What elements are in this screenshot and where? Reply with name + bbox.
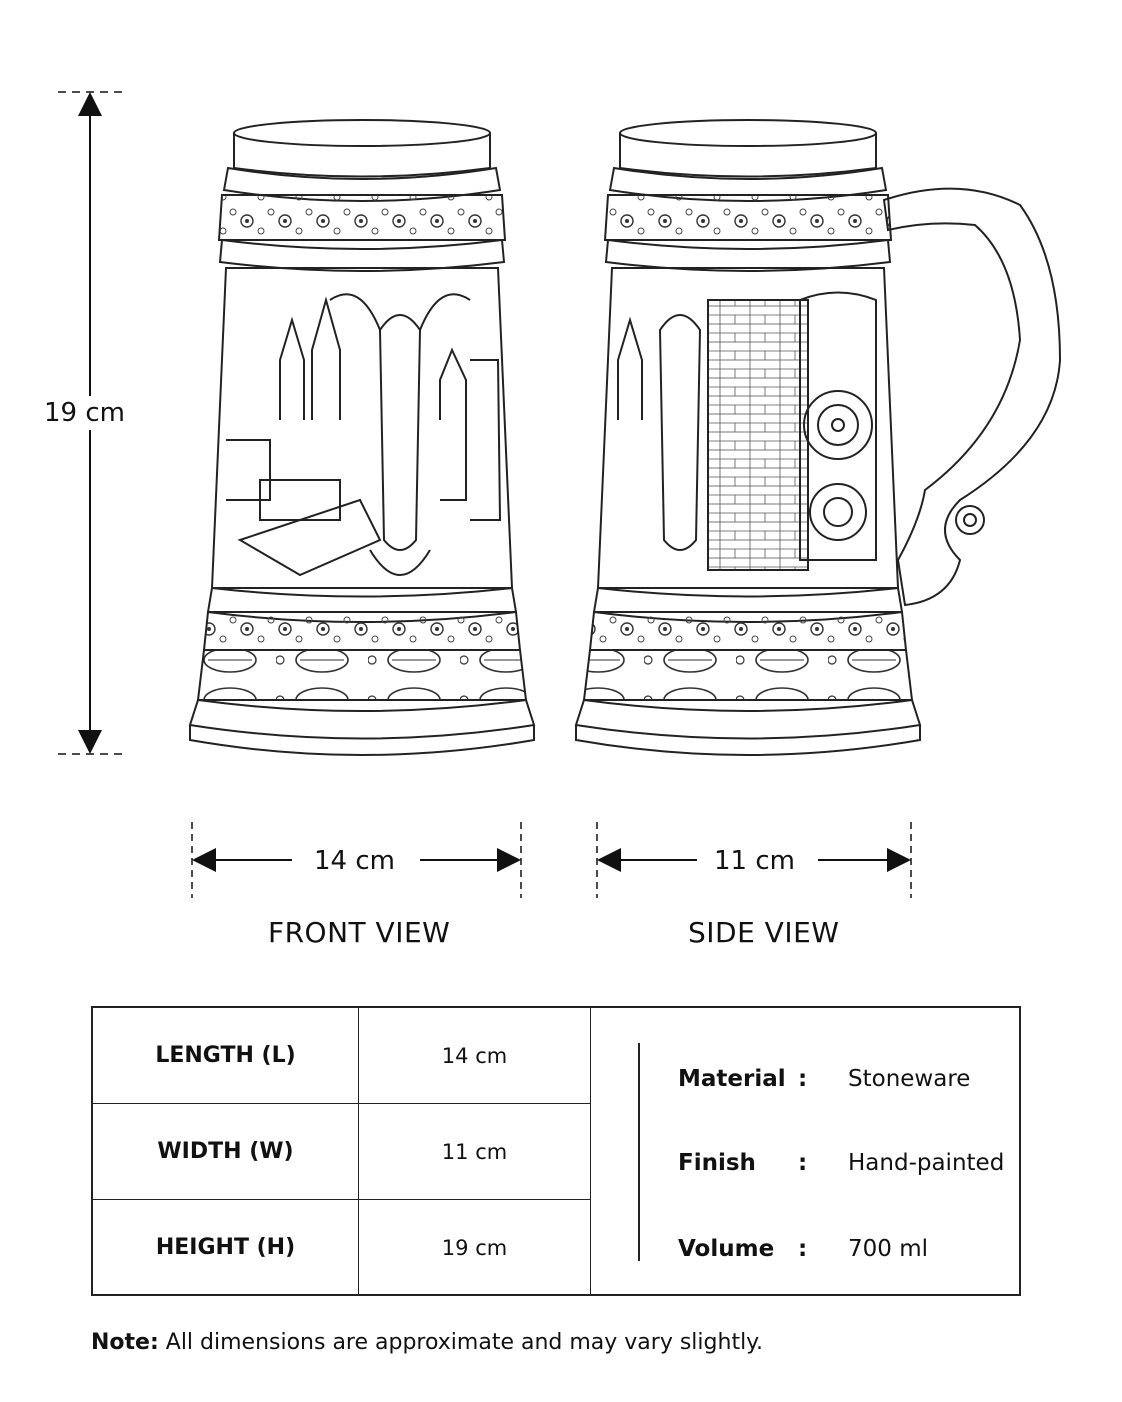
property-separator: :	[798, 1150, 808, 1176]
length-value: 14 cm	[359, 1008, 591, 1104]
property-separator: :	[798, 1236, 808, 1262]
side-view-label: SIDE VIEW	[688, 916, 840, 949]
height-key: HEIGHT (H)	[93, 1200, 359, 1296]
side-mug-drawing	[576, 120, 1060, 755]
property-value: 700 ml	[848, 1236, 929, 1262]
note-label: Note:	[91, 1330, 159, 1355]
front-width-label: 14 cm	[308, 846, 401, 876]
property-key: Volume	[678, 1236, 775, 1262]
properties-divider	[638, 1043, 640, 1261]
footnote	[91, 1330, 763, 1355]
property-key: Material	[678, 1066, 786, 1092]
dimension-table	[93, 1008, 591, 1295]
spec-box	[91, 1006, 1021, 1296]
properties-panel	[638, 1008, 1023, 1296]
property-row-volume	[678, 1236, 928, 1262]
side-width-label: 11 cm	[708, 846, 801, 876]
table-row	[93, 1008, 591, 1104]
note-text: All dimensions are approximate and may vary slightly.	[165, 1330, 764, 1355]
front-view-label: FRONT VIEW	[268, 916, 451, 949]
property-separator: :	[798, 1066, 808, 1092]
table-row	[93, 1104, 591, 1200]
height-value: 19 cm	[359, 1200, 591, 1296]
height-label: 19 cm	[38, 398, 131, 428]
property-row-material	[678, 1066, 970, 1092]
property-row-finish	[678, 1150, 1004, 1176]
width-value: 11 cm	[359, 1104, 591, 1200]
table-row	[93, 1200, 591, 1296]
property-value: Stoneware	[848, 1066, 971, 1092]
property-value: Hand-painted	[848, 1150, 1005, 1176]
property-key: Finish	[678, 1150, 756, 1176]
width-key: WIDTH (W)	[93, 1104, 359, 1200]
length-key: LENGTH (L)	[93, 1008, 359, 1104]
front-mug-drawing	[190, 120, 534, 755]
